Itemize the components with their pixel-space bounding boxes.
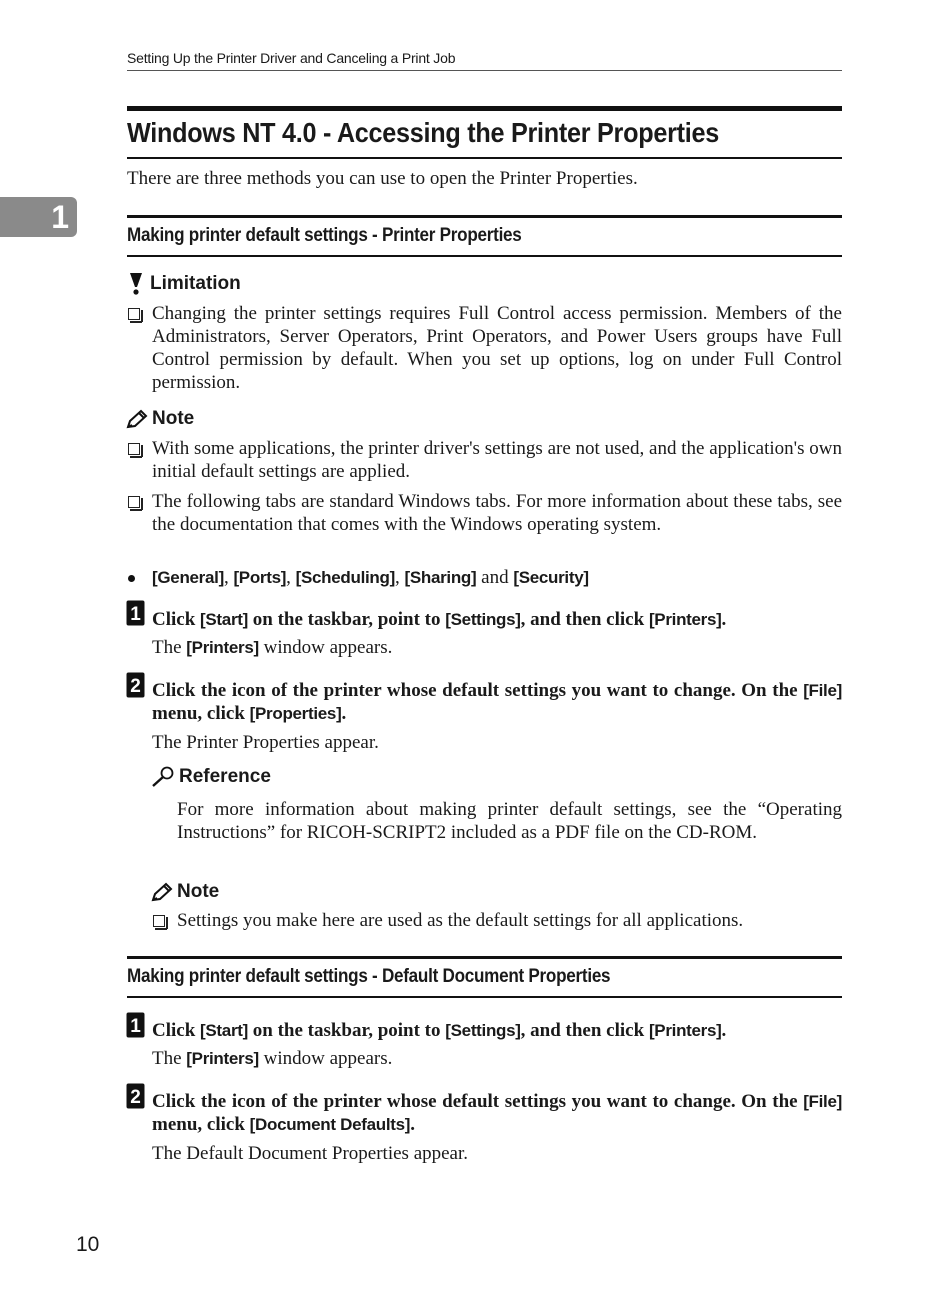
header-rule — [127, 70, 842, 71]
note2-item: Settings you make here are used as the default settings for all applications. — [177, 910, 744, 931]
page-title: Windows NT 4.0 - Accessing the Printer Properties — [127, 117, 719, 148]
checkbox-bullet — [128, 496, 140, 508]
running-header: Setting Up the Printer Driver and Canceling a Print Job — [127, 50, 456, 66]
section1-top-rule — [127, 215, 842, 218]
section2-top-rule — [127, 956, 842, 959]
section2-bottom-rule — [127, 996, 842, 998]
note-label-text: Note — [152, 408, 195, 429]
title-bottom-rule — [127, 157, 842, 159]
step-1-result: The [Printers] window appears. — [152, 637, 393, 658]
s2-step-number-1-icon — [126, 1012, 145, 1038]
limitation-label-text: Limitation — [150, 273, 241, 294]
s2-step-2-result: The Default Document Properties appear. — [152, 1143, 469, 1164]
tab-security: [Security] — [513, 568, 589, 587]
step-number-1-icon — [126, 600, 145, 626]
note-item-2: The following tabs are standard Windows tabs. For more information about these tabs, see the documentation that comes with the Windows operating system. — [152, 491, 842, 535]
tab-ports: [Ports] — [233, 568, 287, 587]
step-number-1: 1 — [130, 604, 141, 625]
step-number-2: 2 — [130, 676, 141, 697]
magnifier-icon — [151, 766, 175, 788]
s2-step-2-instruction: Click the icon of the printer whose default settings you want to change. On the [File] menu, click [Document Defaults]. — [152, 1091, 842, 1135]
tab-scheduling: [Scheduling] — [295, 568, 395, 587]
step-2-instruction: Click the icon of the printer whose default settings you want to change. On the [File] menu, click [Properties]. — [152, 680, 842, 724]
pencil-icon — [151, 882, 173, 902]
chapter-tab: 1 — [0, 197, 77, 237]
page-number: 10 — [76, 1233, 100, 1256]
section1-bottom-rule — [127, 255, 842, 257]
checkbox-bullet — [128, 308, 140, 320]
reference-label-text: Reference — [179, 766, 271, 787]
s2-step-number-2-icon — [126, 1083, 145, 1109]
step-1-instruction: Click [Start] on the taskbar, point to [Settings], and then click [Printers]. — [152, 609, 727, 630]
s2-step-number-1: 1 — [130, 1016, 141, 1037]
intro-paragraph: There are three methods you can use to open the Printer Properties. — [127, 168, 638, 189]
limitation-label — [126, 272, 241, 296]
note-label — [126, 408, 194, 430]
reference-label — [151, 766, 271, 788]
checkbox-bullet — [128, 443, 140, 455]
section1-title: Making printer default settings - Printer Properties — [127, 225, 522, 246]
limitation-item: Changing the printer settings requires Full Control access permission. Members of the Administrators, Server Operators, Print Operators, and Power Users groups have Full Control permission by default. When you set up options, log on under Full Control permission. — [152, 303, 842, 393]
section2-title: Making printer default settings - Default Document Properties — [127, 966, 611, 987]
note2-label-text: Note — [177, 881, 220, 902]
note2-label — [151, 881, 219, 903]
s2-step-number-2: 2 — [130, 1087, 141, 1108]
step-2-result: The Printer Properties appear. — [152, 732, 379, 753]
exclamation-icon — [126, 272, 146, 296]
tab-sharing: [Sharing] — [404, 568, 477, 587]
step-number-2-icon — [126, 672, 145, 698]
s2-step-1-result: The [Printers] window appears. — [152, 1048, 393, 1069]
tab-general: [General] — [152, 568, 224, 587]
note-item-1: With some applications, the printer driver's settings are not used, and the application's own initial default settings are applied. — [152, 438, 842, 482]
tabs-list: [General], [Ports], [Scheduling], [Sharing] and [Security] — [152, 567, 589, 588]
pencil-icon — [126, 409, 148, 429]
s2-step-1-instruction: Click [Start] on the taskbar, point to [Settings], and then click [Printers]. — [152, 1020, 727, 1041]
reference-text: For more information about making printer default settings, see the “Operating Instructions” for RICOH-SCRIPT2 included as a PDF file on the CD-ROM. — [177, 799, 842, 843]
title-top-rule — [127, 106, 842, 111]
bullet — [128, 575, 135, 582]
checkbox-bullet — [153, 915, 165, 927]
